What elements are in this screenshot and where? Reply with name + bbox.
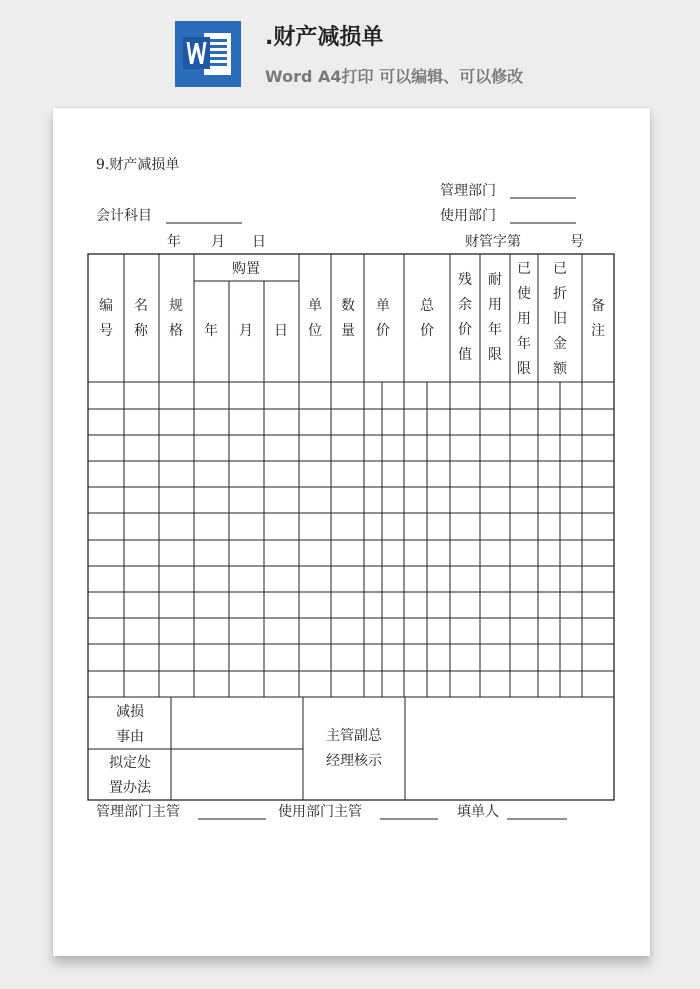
col-spec-1: 规: [169, 298, 183, 314]
account-label: 会计科目: [96, 208, 152, 224]
col-total-1: 总: [420, 298, 434, 314]
col-life-1: 耐: [488, 272, 502, 288]
mgmt-supervisor-label: 管理部门主管: [96, 804, 180, 820]
col-remark-1: 备: [591, 298, 605, 314]
col-number-1: 编: [99, 298, 113, 314]
mgmt-dept-label: 管理部门: [440, 183, 496, 199]
col-purchase: 购置: [232, 261, 260, 277]
col-life-4: 限: [488, 347, 502, 363]
col-used-3: 用: [517, 311, 531, 327]
col-dep-4: 金: [553, 336, 567, 352]
col-residual-2: 余: [458, 297, 472, 313]
col-residual-4: 值: [458, 347, 472, 363]
approval-label-2: 经理核示: [326, 753, 382, 769]
col-residual-1: 残: [458, 272, 472, 288]
col-dep-3: 旧: [553, 311, 567, 327]
disposal-label-1: 拟定处: [109, 755, 151, 771]
reason-label-1: 减损: [116, 704, 144, 720]
col-price-1: 单: [376, 298, 390, 314]
header-subtitle: Word A4打印 可以编辑、可以修改: [265, 67, 524, 86]
col-life-2: 用: [488, 297, 502, 313]
col-p-month: 月: [239, 323, 253, 339]
date-year: 年: [167, 234, 181, 250]
filler-label: 填单人: [457, 804, 499, 820]
date-day: 日: [252, 234, 266, 250]
fin-no-label: 财管字第: [465, 234, 521, 250]
col-used-1: 已: [517, 261, 531, 277]
col-residual-3: 价: [458, 322, 472, 338]
col-life-3: 年: [488, 322, 502, 338]
col-unit-2: 位: [308, 323, 322, 339]
col-spec-2: 格: [169, 323, 183, 339]
use-supervisor-label: 使用部门主管: [278, 804, 362, 820]
col-used-5: 限: [517, 361, 531, 377]
doc-title: 9.财产减损单: [96, 157, 180, 173]
col-dep-2: 折: [553, 286, 567, 302]
col-name-1: 名: [134, 298, 148, 314]
col-used-2: 使: [517, 286, 531, 302]
col-remark-2: 注: [591, 323, 605, 339]
col-unit-1: 单: [308, 298, 322, 314]
col-qty-2: 量: [341, 323, 355, 339]
disposal-label-2: 置办法: [109, 780, 151, 796]
use-dept-label: 使用部门: [440, 208, 496, 224]
col-used-4: 年: [517, 336, 531, 352]
col-p-year: 年: [204, 323, 218, 339]
col-number-2: 号: [99, 323, 113, 339]
col-qty-1: 数: [341, 298, 355, 314]
table-header: [99, 261, 605, 377]
col-dep-5: 额: [553, 361, 567, 377]
fin-no-suffix: 号: [570, 234, 584, 250]
col-name-2: 称: [134, 323, 148, 339]
col-dep-1: 已: [553, 261, 567, 277]
col-total-2: 价: [420, 323, 434, 339]
reason-label-2: 事由: [116, 729, 144, 745]
header-title: .财产减损单: [265, 25, 384, 50]
col-p-day: 日: [274, 323, 288, 339]
approval-label-1: 主管副总: [326, 728, 382, 744]
col-price-2: 价: [376, 323, 390, 339]
date-month: 月: [211, 234, 225, 250]
